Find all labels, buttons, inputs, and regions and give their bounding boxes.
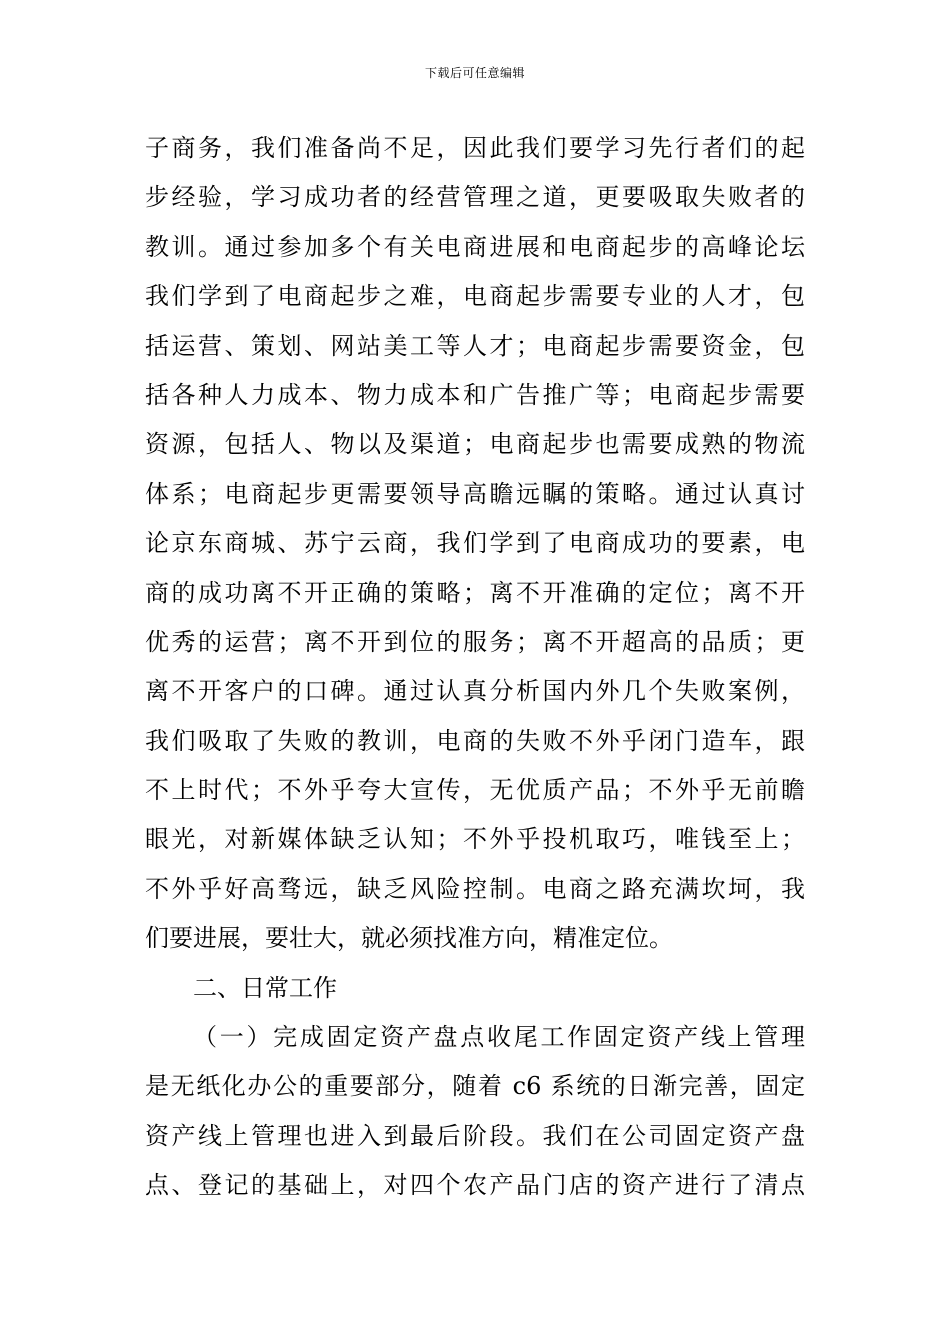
body-line: 离不开客户的口碑。通过认真分析国内外几个失败案例， [145,677,805,706]
body-line: 商的成功离不开正确的策略；离不开准确的定位；离不开 [145,578,805,607]
body-line: 们要进展，要壮大，就必须找准方向，精准定位。 [145,924,673,953]
page-header: 下载后可任意编辑 [424,66,525,80]
body-line: 不上时代；不外乎夸大宣传，无优质产品；不外乎无前瞻 [145,776,805,805]
body-line: 体系；电商起步更需要领导高瞻远瞩的策略。通过认真讨 [145,479,805,508]
body-line: （一）完成固定资产盘点收尾工作固定资产线上管理 [193,1023,805,1052]
body-line: 优秀的运营；离不开到位的服务；离不开超高的品质；更 [145,627,805,656]
body-line: 步经验，学习成功者的经营管理之道，更要吸取失败者的 [145,183,805,212]
body-line: 论京东商城、苏宁云商，我们学到了电商成功的要素，电 [145,529,805,558]
body-line: 我们吸取了失败的教训，电商的失败不外乎闭门造车，跟 [145,726,805,755]
body-line: 不外乎好高骛远，缺乏风险控制。电商之路充满坎坷，我 [145,874,805,903]
section-heading: 二、日常工作 [193,973,337,1002]
body-line: 点、登记的基础上，对四个农产品门店的资产进行了清点 [145,1171,805,1200]
body-line: 我们学到了电商起步之难，电商起步需要专业的人才，包 [145,282,805,311]
body-line: 资源，包括人、物以及渠道；电商起步也需要成熟的物流 [145,430,805,459]
body-line: 教训。通过参加多个有关电商进展和电商起步的高峰论坛 [145,232,805,261]
body-line: 括运营、策划、网站美工等人才；电商起步需要资金，包 [145,331,805,360]
body-text [145,124,805,1211]
body-line: 是无纸化办公的重要部分，随着 c6 系统的日渐完善，固定 [145,1072,805,1101]
body-line: 括各种人力成本、物力成本和广告推广等；电商起步需要 [145,380,805,409]
body-line: 资产线上管理也进入到最后阶段。我们在公司固定资产盘 [145,1121,805,1150]
body-line: 子商务，我们准备尚不足，因此我们要学习先行者们的起 [145,134,805,162]
body-line: 眼光，对新媒体缺乏认知；不外乎投机取巧，唯钱至上； [145,825,805,854]
